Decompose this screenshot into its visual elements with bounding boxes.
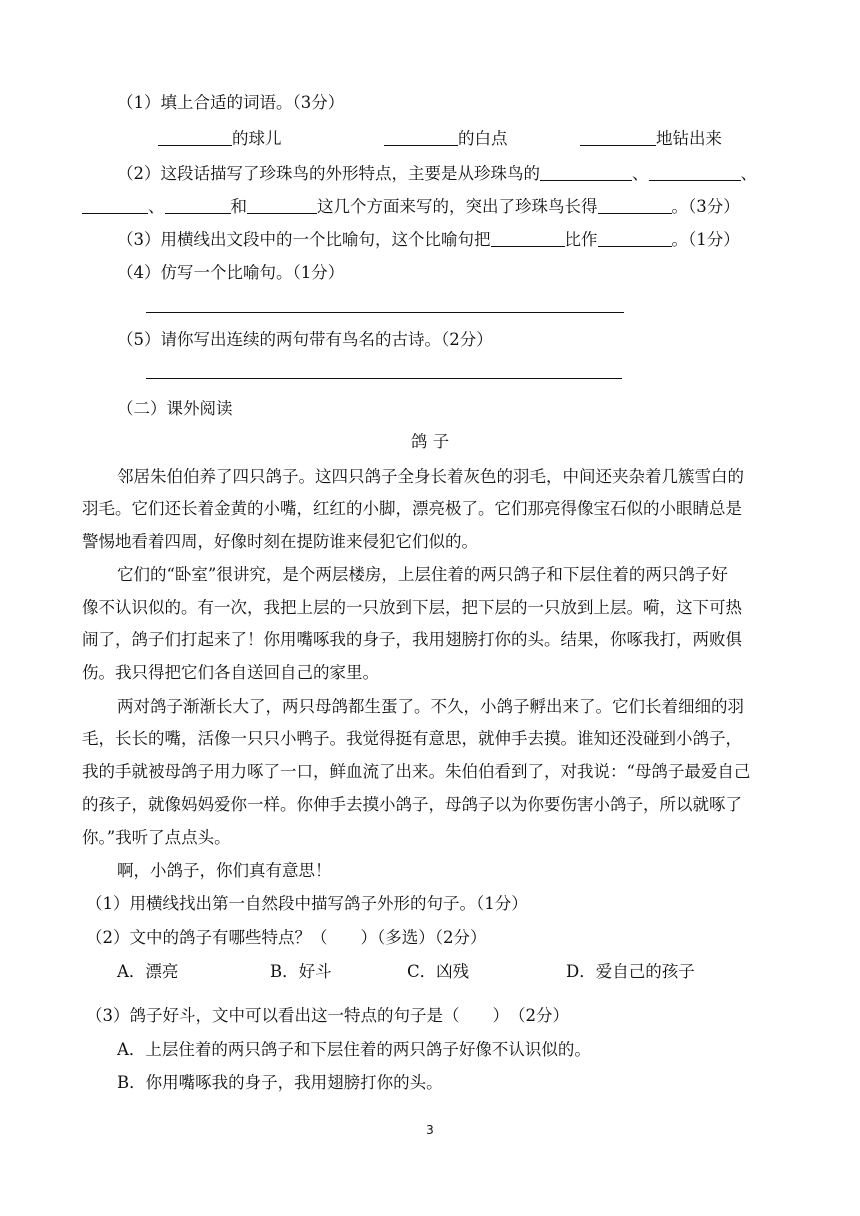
passage-line: 羽毛。它们还长着金黄的小嘴，红红的小脚，漂亮极了。它们那亮得像宝石似的小眼睛总是 bbox=[82, 499, 742, 518]
passage-line: 像不认识似的。有一次，我把上层的一只放到下层，把下层的一只放到上层。嗬，这下可热 bbox=[82, 598, 742, 617]
q1-item-1: 的球儿 bbox=[158, 127, 282, 150]
passage-title: 鸽 子 bbox=[410, 432, 450, 451]
answer-blank[interactable] bbox=[384, 127, 458, 146]
q3-option-b[interactable]: B．你用嘴啄我的身子，我用翅膀打你的头。 bbox=[117, 1073, 443, 1092]
answer-blank[interactable] bbox=[165, 195, 231, 214]
q2-option-d[interactable]: D．爱自己的孩子 bbox=[566, 962, 695, 981]
passage-line: 它们的“卧室”很讲究，是个两层楼房，上层住着的两只鸽子和下层住着的两只鸽子好 bbox=[117, 565, 728, 584]
question-3: （3）鸽子好斗，文中可以看出这一特点的句子是（ ） （2分） bbox=[86, 1006, 569, 1025]
answer-blank[interactable] bbox=[598, 195, 672, 214]
passage-line: 我的手就被母鸽子用力啄了一口，鲜血流了出来。朱伯伯看到了，对我说：“母鸽子最爱自己 bbox=[82, 762, 751, 781]
q1-item-2: 的白点 bbox=[384, 127, 508, 150]
section-label: （二）课外阅读 bbox=[117, 399, 233, 418]
q2-option-a[interactable]: A．漂亮 bbox=[117, 962, 179, 981]
answer-blank[interactable] bbox=[598, 228, 672, 247]
page-number: 3 bbox=[426, 1123, 434, 1137]
question-2: （2）文中的鸽子有哪些特点？（ ）（多选）（2分） bbox=[86, 928, 487, 947]
q1-prompt: （1）填上合适的词语。（3分） bbox=[117, 93, 345, 112]
passage-line: 毛，长长的嘴，活像一只只小鸭子。我觉得挺有意思，就伸手去摸。谁知还没碰到小鸽子， bbox=[82, 729, 742, 748]
answer-blank[interactable] bbox=[247, 195, 317, 214]
q2-option-b[interactable]: B．好斗 bbox=[270, 962, 332, 981]
q4-answer-line[interactable] bbox=[146, 312, 624, 313]
answer-blank[interactable] bbox=[491, 228, 565, 247]
answer-blank[interactable] bbox=[580, 127, 656, 146]
passage-line: 邻居朱伯伯养了四只鸽子。这四只鸽子全身长着灰色的羽毛，中间还夹杂着几簇雪白的 bbox=[117, 467, 744, 486]
passage-line: 的孩子，就像妈妈爱你一样。你伸手去摸小鸽子，母鸽子以为你要伤害小鸽子，所以就啄了 bbox=[82, 795, 742, 814]
answer-blank[interactable] bbox=[82, 195, 148, 214]
q3-line: （3）用横线出文段中的一个比喻句，这个比喻句把 比作 。（1分） bbox=[117, 230, 740, 249]
passage-line: 警惕地看着四周，好像时刻在提防谁来侵犯它们似的。 bbox=[82, 532, 478, 551]
question-1: （1）用横线找出第一自然段中描写鸽子外形的句子。（1分） bbox=[86, 894, 528, 913]
passage-line: 伤。我只得把它们各自送回自己的家里。 bbox=[82, 663, 379, 682]
q2-line-1: （2）这段话描写了珍珠鸟的外形特点，主要是从珍珠鸟的 、 、 bbox=[117, 164, 757, 183]
passage-line: 啊，小鸽子，你们真有意思！ bbox=[117, 861, 332, 880]
answer-blank[interactable] bbox=[540, 162, 632, 181]
passage-line: 闹了，鸽子们打起来了！你用嘴啄我的身子，我用翅膀打你的头。结果，你啄我打，两败俱 bbox=[82, 630, 742, 649]
passage-line: 两对鸽子渐渐长大了，两只母鸽都生蛋了。不久，小鸽子孵出来了。它们长着细细的羽 bbox=[117, 697, 744, 716]
q2-option-c[interactable]: C．凶残 bbox=[407, 962, 470, 981]
q5-prompt: （5）请你写出连续的两句带有鸟名的古诗。（2分） bbox=[117, 330, 493, 349]
passage-line: 你。”我听了点点头。 bbox=[82, 828, 231, 847]
q4-prompt: （4）仿写一个比喻句。（1分） bbox=[117, 263, 345, 282]
q3-option-a[interactable]: A．上层住着的两只鸽子和下层住着的两只鸽子好像不认识似的。 bbox=[117, 1040, 591, 1059]
q2-line-2: 、 和 这几个方面来写的，突出了珍珠鸟长得 。（3分） bbox=[82, 195, 740, 218]
q1-item-3: 地钻出来 bbox=[580, 127, 722, 150]
q5-answer-line[interactable] bbox=[146, 378, 622, 379]
answer-blank[interactable] bbox=[649, 162, 741, 181]
answer-blank[interactable] bbox=[158, 127, 232, 146]
